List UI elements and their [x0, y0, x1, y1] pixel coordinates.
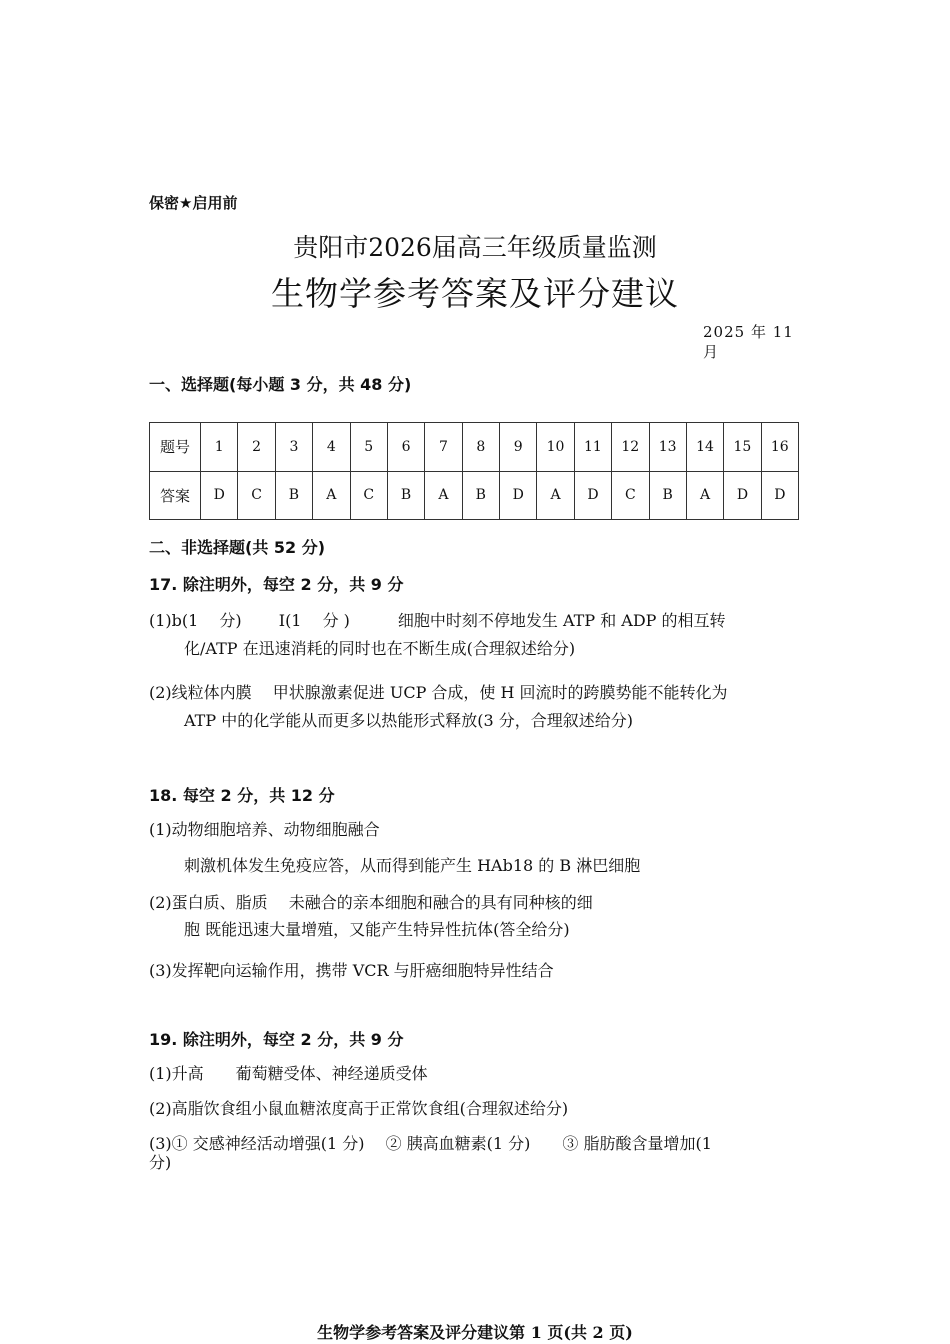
cell-answer: B: [387, 471, 424, 520]
cell-number: 14: [686, 423, 723, 472]
cell-number: 4: [313, 423, 350, 472]
cell-answer: C: [612, 471, 649, 520]
cell-number: 10: [537, 423, 574, 472]
cell-number: 13: [649, 423, 686, 472]
q17-answer-2b: ATP 中的化学能从而更多以热能形式释放(3 分，合理叙述给分): [184, 711, 633, 730]
cell-number: 11: [574, 423, 611, 472]
q17-answer-1a: (1)b(1 分) I(1 分 ) 细胞中时刻不停地发生 ATP 和 ADP 的相互转: [149, 611, 726, 630]
answer-table: [149, 422, 799, 520]
table-row-answers: [150, 471, 799, 520]
q19-answer-3a: (3)① 交感神经活动增强(1 分) ② 胰高血糖素(1 分) ③ 脂肪酸含量增加(1: [149, 1134, 712, 1153]
cell-number: 6: [387, 423, 424, 472]
cell-number: 9: [500, 423, 537, 472]
cell-answer: A: [425, 471, 462, 520]
q18-heading: 18. 每空 2 分，共 12 分: [149, 786, 335, 805]
cell-number: 1: [201, 423, 238, 472]
cell-answer: C: [238, 471, 275, 520]
cell-answer: A: [537, 471, 574, 520]
exam-title: 贵阳市2026届高三年级质量监测: [293, 233, 657, 262]
q17-heading: 17. 除注明外，每空 2 分，共 9 分: [149, 575, 404, 594]
section1-heading: 一、选择题(每小题 3 分，共 48 分): [149, 375, 412, 394]
row-label-number: 题号: [150, 423, 201, 472]
row-label-answer: 答案: [150, 471, 201, 520]
cell-number: 16: [761, 423, 798, 472]
cell-number: 12: [612, 423, 649, 472]
q19-answer-3b: 分): [149, 1153, 172, 1172]
cell-number: 2: [238, 423, 275, 472]
q18-answer-2b: 胞 既能迅速大量增殖，又能产生特异性抗体(答全给分): [184, 920, 570, 939]
q18-answer-1b: 刺激机体发生免疫应答，从而得到能产生 HAb18 的 B 淋巴细胞: [184, 856, 641, 875]
cell-answer: D: [724, 471, 761, 520]
section2-heading: 二、非选择题(共 52 分): [149, 538, 326, 557]
cell-answer: A: [686, 471, 723, 520]
q18-answer-2a: (2)蛋白质、脂质 未融合的亲本细胞和融合的具有同种核的细: [149, 893, 593, 912]
cell-answer: D: [574, 471, 611, 520]
document-title: 生物学参考答案及评分建议: [271, 274, 679, 313]
cell-answer: D: [201, 471, 238, 520]
q19-heading: 19. 除注明外，每空 2 分，共 9 分: [149, 1030, 404, 1049]
confidential-label: 保密★启用前: [149, 194, 238, 212]
q17-answer-2a: (2)线粒体内膜 甲状腺激素促进 UCP 合成，使 H 回流时的跨膜势能不能转化为: [149, 683, 728, 702]
cell-answer: D: [761, 471, 798, 520]
cell-answer: B: [462, 471, 499, 520]
cell-answer: B: [649, 471, 686, 520]
q17-answer-1b: 化/ATP 在迅速消耗的同时也在不断生成(合理叙述给分): [184, 639, 576, 658]
cell-number: 3: [275, 423, 312, 472]
cell-number: 8: [462, 423, 499, 472]
cell-answer: B: [275, 471, 312, 520]
page-footer: 生物学参考答案及评分建议第 1 页(共 2 页): [317, 1323, 633, 1342]
q19-answer-2: (2)高脂饮食组小鼠血糖浓度高于正常饮食组(合理叙述给分): [149, 1099, 569, 1118]
cell-number: 7: [425, 423, 462, 472]
cell-answer: D: [500, 471, 537, 520]
q18-answer-3: (3)发挥靶向运输作用，携带 VCR 与肝癌细胞特异性结合: [149, 961, 554, 980]
cell-answer: C: [350, 471, 387, 520]
table-row-numbers: [150, 423, 799, 472]
q19-answer-1: (1)升高 葡萄糖受体、神经递质受体: [149, 1064, 428, 1083]
q18-answer-1a: (1)动物细胞培养、动物细胞融合: [149, 820, 380, 839]
cell-number: 15: [724, 423, 761, 472]
cell-answer: A: [313, 471, 350, 520]
cell-number: 5: [350, 423, 387, 472]
date: 2025 年 11 月: [703, 323, 794, 361]
